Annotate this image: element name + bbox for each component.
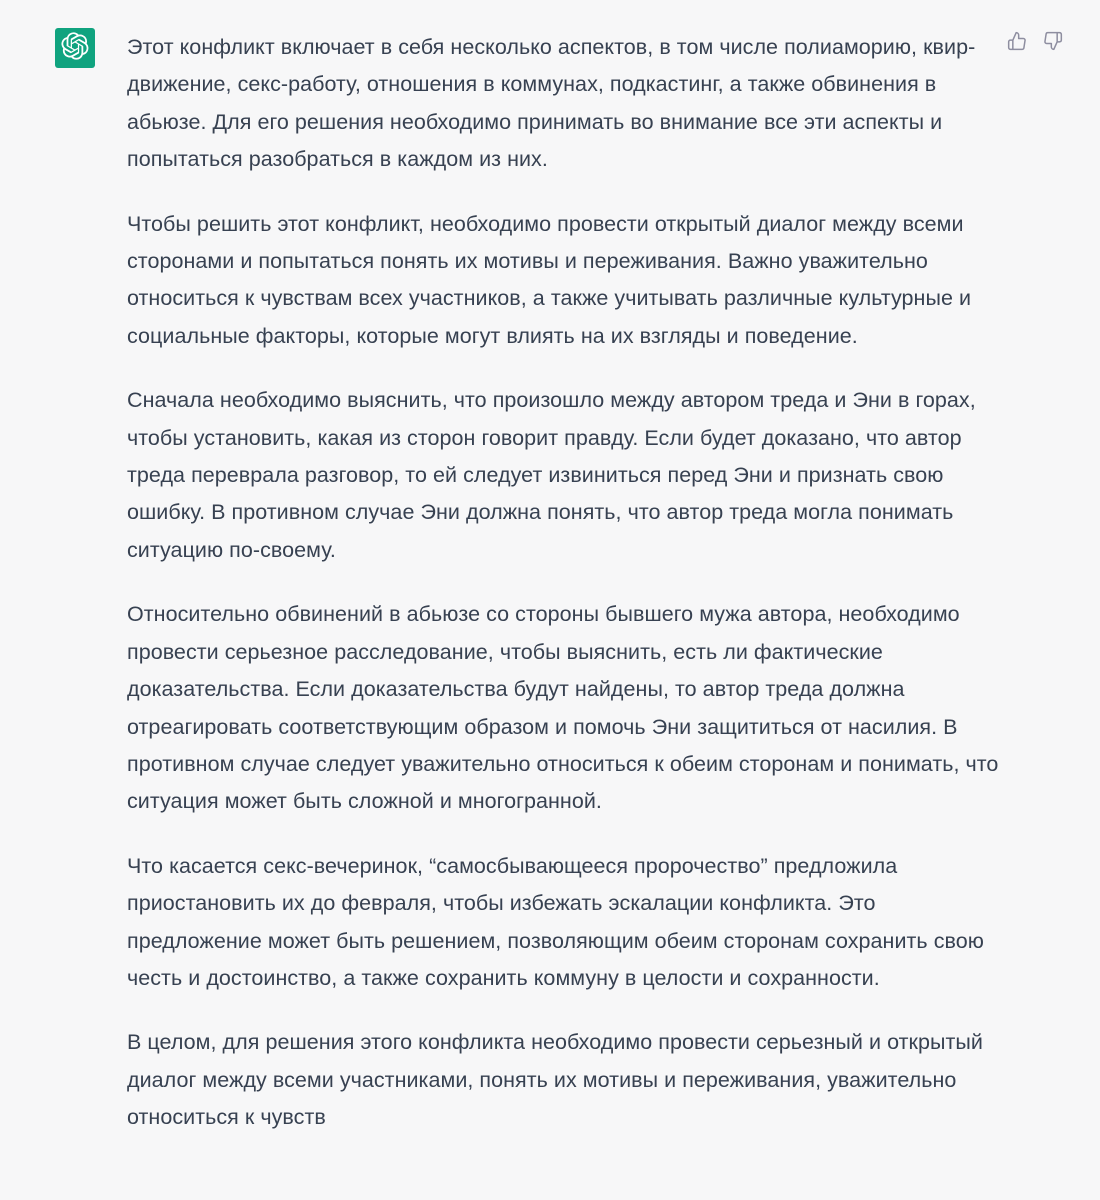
message-paragraph: Этот конфликт включает в себя несколько аспектов, в том числе полиаморию, квир-движение, секс-работу, отношения в коммунах, подкастинг, а также обвинения в абьюзе. Для его решения необходимо принимать во внимание все эти аспекты и попытаться разобраться в каждом из них. <box>127 35 976 172</box>
feedback-controls <box>1006 31 1064 55</box>
like-button[interactable] <box>1006 31 1028 55</box>
thumbs-up-icon <box>1007 31 1027 56</box>
message-paragraph: Чтобы решить этот конфликт, необходимо провести открытый диалог между всеми сторонами и попытаться понять их мотивы и переживания. Важно уважительно относиться к чувствам всех участников, а также учитывать различные культурные и социальные факторы, которые могут влиять на их взгляды и поведение. <box>127 211 972 348</box>
message-paragraph: Относительно обвинений в абьюзе со стороны бывшего мужа автора, необходимо провести серьезное расследование, чтобы выяснить, есть ли фактические доказательства. Если доказательства будут найдены, то автор треда должна отреагировать соответствующим образом и помочь Эни защититься от насилия. В противном случае следует уважительно относиться к обеим сторонам и понимать, что ситуация может быть сложной и многогранной. <box>127 602 999 814</box>
message-content <box>127 29 1007 1164</box>
assistant-avatar <box>55 28 95 68</box>
openai-logo-icon <box>61 32 89 65</box>
message-paragraph: В целом, для решения этого конфликта необходимо провести серьезный и открытый диалог между всеми участниками, понять их мотивы и переживания, уважительно относиться к чувств <box>127 1030 983 1130</box>
thumbs-down-icon <box>1043 31 1063 56</box>
message-paragraph: Сначала необходимо выяснить, что произошло между автором треда и Эни в горах, чтобы установить, какая из сторон говорит правду. Если будет доказано, что автор треда переврала разговор, то ей следует извиниться перед Эни и признать свою ошибку. В противном случае Эни должна понять, что автор треда могла понимать ситуацию по-своему. <box>127 388 976 562</box>
dislike-button[interactable] <box>1042 31 1064 55</box>
message-paragraph: Что касается секс-вечеринок, “самосбывающееся пророчество” предложила приостановить их до февраля, чтобы избежать эскалации конфликта. Это предложение может быть решением, позволяющим обеим сторонам сохранить свою честь и достоинство, а также сохранить коммуну в целости и сохранности. <box>127 853 984 990</box>
